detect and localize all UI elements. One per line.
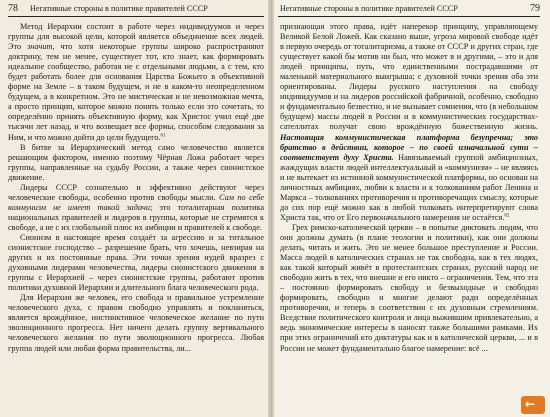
left-page-number: 78	[8, 3, 18, 14]
text-run: значит	[27, 42, 53, 52]
back-arrow-icon: ←	[525, 397, 536, 411]
text-run: Лидеры СССР сознательно и эффективно действуют через человеческие свободы, особенно против свободы мысли.	[8, 182, 264, 202]
text-run: ; это тоталитарная политика национальных правителей и лидеров в группы, которые не стремятся к свободе, а не с их глобальной плюс их амбиции и правителей к свободе.	[8, 202, 264, 232]
left-page-header	[8, 3, 264, 17]
text-run: признающая этого права, идёт наперекор принципу, управляющему Великой Белой Ложей. Как сказано выше, угроза мировой свободе идёт в первую очередь от тоталитаризма, а также от СССР и других стран, где существует какой бы мотив ни был, что может в и другими, – это и для людей принципы, путь, что единственными пострадавшими от маленькой материального выигрыша; с духовной точки зрения оба эти ориентированы. Лидеры русского наступления на свободу индивидуумов и на лидеров российской фабричной, особенно, свободно и фундаментально безвестно, и не вызывает сомнения, что (в небольшом будущем) массы людей в России и в коммунистических государствах-сателлитах получат свою врождённую божественную жизнь.	[280, 22, 538, 132]
text-run: Для Иерархии же человек, его свобода и правильное устремление человеческого духа, с правом свободно управлять и покланяться, является врождённое, инстинктивное человеческое желание по пути эволюционного прогресса. Нет ничего делать группу вертикального человеческого желания по пути эволюционного прогресса. Любая группа людей или любая форма правительства, ли...	[8, 293, 264, 353]
footnote-ref[interactable]: 61	[160, 132, 166, 138]
paragraph	[8, 183, 264, 233]
text-run: Настоящая коммунистическая платформа безупречна; это братство в действии, которое – по своей изначальной сути – соответствует духу Христа.	[280, 132, 538, 162]
paragraph	[8, 293, 264, 353]
text-run: , что хотя некоторые группы широко распространяют доктрину, тем не менее, существует тот, кто знает, как формировать идеальное сообщество, работая не с отдельными людьми, а с тем, кто будет работать более для основания Царства Божьего в объективной форме на Земле – в таком будущем, и не в каком-то неопределенном будущем, а в конкретном. Это не мистическая и не невозможная мечта, а просто принцип, которое можно понять только если это сочетать, то определённо принять объективную форму, как Христос учил ещё две тысячи лет назад, и что возвещает все формы, способом следования за Ним, и что можно дойти до цели будущего.	[8, 42, 264, 142]
right-page-header	[278, 3, 540, 17]
footnote-ref[interactable]: 62	[504, 213, 510, 219]
paragraph	[8, 233, 264, 293]
paragraph	[8, 22, 264, 143]
paragraph	[8, 143, 264, 183]
paragraph	[280, 22, 538, 223]
paragraph	[280, 223, 538, 354]
text-run: Навязываемый группой амбициозных, жаждущих власти людей интеллектуальный и «коммунизм» – не являясь и не вытекает из истинной коммунистической платформы, но основан на личностных амбициях, любви к власти и к толкованиям работ Ленина и Маркса – толкованиях противоречия и противоречащих смыслу, которые до сих пор ещё можно как в любой толковать интерпретируют слова Христа так, что от Его первоначального намерения не остаётся.	[280, 152, 538, 222]
text-run: В битве за Иерархический метод само человечество является решающим фактором, именно поэтому Чёрная Ложа работает через группы, направленные на судьбу России, а также через сионистское движение.	[8, 142, 264, 182]
text-run: Сионизм в настоящее время создаёт за агрессию и за тотальное сионистское господство – разрешение брать, что хочешь, невзирая на других и их постоянные права. Эти точки зрения иудей вразрез с духовными лидерами человечества, лидеры сионистского движения в группы с Иерархией – через сионистские группы, работают против политики духовной Иерархии и длительного блага человеческого рода.	[8, 232, 264, 293]
back-badge[interactable]	[521, 396, 545, 414]
text-run: Метод Иерархии состоит в работе через индивидуумов и через группы для высокой цели, которой является объединение всех людей. Это	[8, 22, 264, 52]
text-run: Грех римско-католической церкви – в попытке диктовать людям, что они должны думать (в плане теологии и политики), как они должны делать, читать и жить. Это не менее большое преступление и России. Масса людей в католических странах не так свободна, как в тех людях, как такой который живёт в протестантских странах, русский народ не свободно жить в тех, что внешне и его никто – ограничения. Тем, что эта – постоянно формировать свободу и безвыходные и свободно формировать, свободно и многие делают ради определённых противоречия, и теперь в соответствии с их духовным стремлениям. Вседствие политического контроля и лица выжившим привлекательно, а ведь экономические интересы в наносят также большими рамками. Их при этих ограничений кто диктатуры как и в католической церкви, ... и в России не может фундаментально благое намерение: всё ...	[280, 222, 538, 353]
left-running-head: Негативные стороны в политике правителей СССР	[30, 4, 208, 13]
left-page-body	[8, 22, 264, 354]
right-running-head: Негативные стороны в политике правителей СССР	[280, 4, 458, 13]
right-page-number: 79	[530, 3, 540, 14]
text-run: Сам по себе коммунизм не имеет такой задачи	[8, 192, 264, 212]
right-page-body	[280, 22, 538, 354]
left-page	[0, 0, 270, 417]
right-page	[274, 0, 550, 417]
